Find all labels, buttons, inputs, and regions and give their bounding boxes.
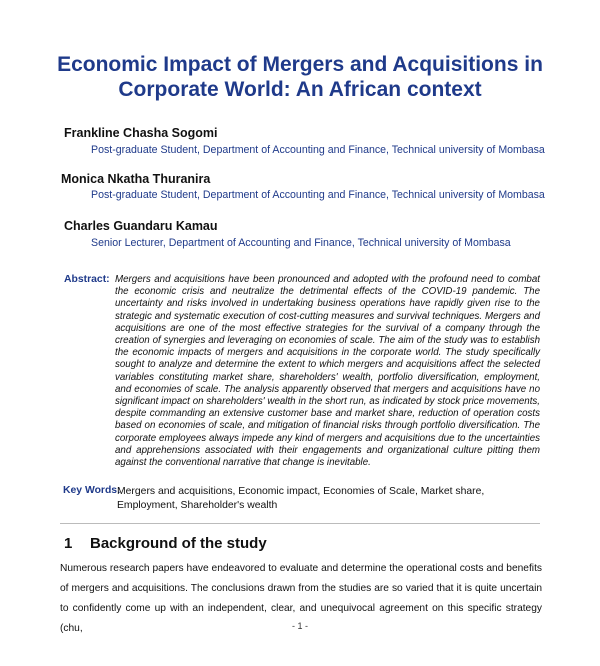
keywords-label: Key Words:: [63, 485, 121, 496]
page-number: - 1 -: [291, 621, 308, 631]
section-number: 1: [64, 535, 73, 552]
section-divider: [60, 523, 540, 524]
author-name: Frankline Chasha Sogomi: [64, 126, 218, 140]
author-affiliation: Post-graduate Student, Department of Accounting and Finance, Technical university of Mombasa: [91, 144, 545, 156]
paper-title-line-1: Economic Impact of Mergers and Acquisitions in: [57, 53, 543, 76]
author-name: Charles Guandaru Kamau: [64, 219, 218, 233]
author-affiliation: Senior Lecturer, Department of Accounting and Finance, Technical university of Mombasa: [91, 237, 511, 249]
paper-title: [40, 52, 560, 102]
abstract-label: Abstract:: [64, 274, 110, 285]
abstract-text: Mergers and acquisitions have been pronounced and adopted with the profound need to combat the economic crisis and neutralize the detrimental effects of the COVID-19 pandemic. The uncertainty and risks involved in undertaking business operations have rapidly given rise to the strategic and systematic execution of cost-cutting measures and survival techniques. Mergers and acquisitions are one of the most effective strategies for the survival of a company through the creation of synergies and leveraging on economies of scale. The aim of the study was to establish the economic impacts of mergers and acquisitions in the corporate world. The study specifically sought to analyze and determine the extent to which mergers and acquisitions affect the selected variables constituting market share, shareholders' wealth, portfolio diversification, employment, and economies of scale. The analysis apparently observed that mergers and acquisitions have no significant impact on shareholders' wealth in the short run, as indicated by stock price movements, despite commanding an extensive customer base and market share, reduction of operation costs based on economies of scale, and mitigation of financial risks through portfolio diversification. The corporate employees always impede any kind of mergers and acquisitions due to the uncertainties and apprehensions associated with their engagements and organizational culture pitting them against the conventional narrative that change is inevitable.: [115, 274, 540, 469]
paper-title-line-2: Corporate World: An African context: [118, 78, 482, 101]
section-title: Background of the study: [90, 535, 267, 552]
section-body-text: Numerous research papers have endeavored to evaluate and determine the operational costs and benefits of mergers and acquisitions. The conclusions drawn from the studies are so varied that it is quite uncertain to confidently come up with an independent, clear, and unequivocal agreement on this specific strategy (chu,: [60, 563, 542, 634]
author-affiliation: Post-graduate Student, Department of Accounting and Finance, Technical university of Mombasa: [91, 189, 545, 201]
author-name: Monica Nkatha Thuranira: [61, 172, 211, 186]
keywords-text: Mergers and acquisitions, Economic impact, Economies of Scale, Market share, Employment, Shareholder's wealth: [117, 486, 485, 511]
